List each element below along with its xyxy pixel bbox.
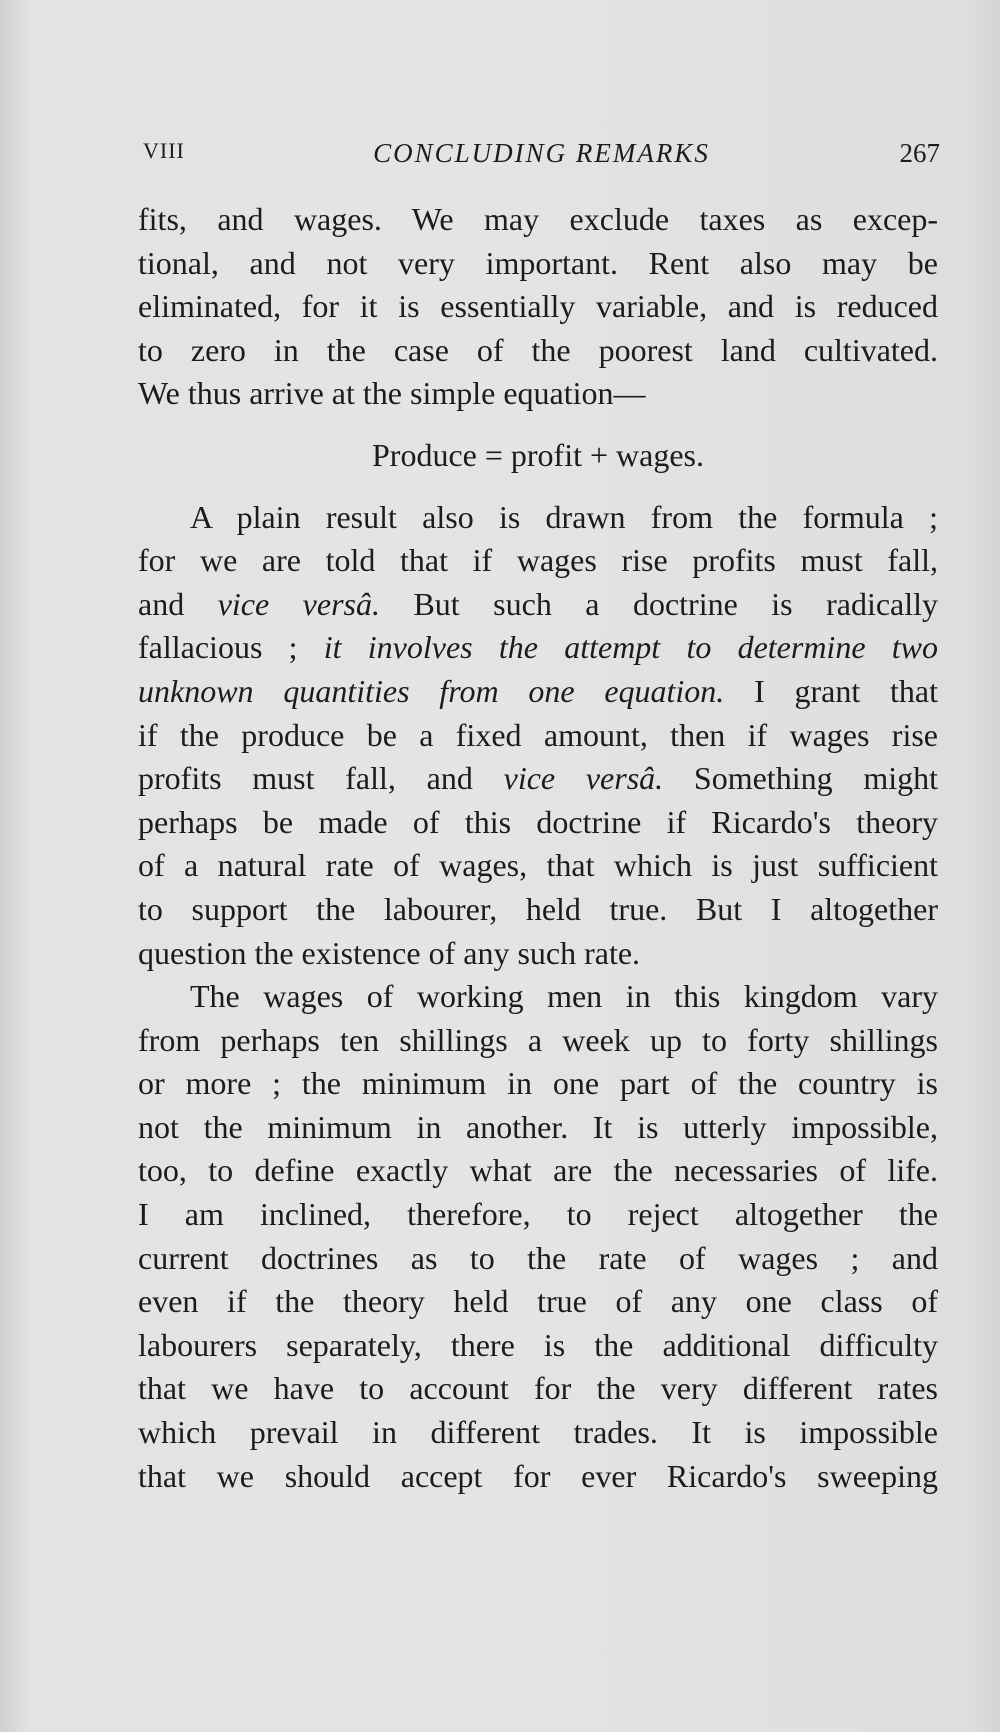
text-line: [138, 757, 938, 801]
italic-phrase: it involves the attempt to determine two: [323, 629, 938, 666]
text-line: We thus arrive at the simple equation—: [138, 375, 646, 412]
running-title: CONCLUDING REMARKS: [373, 138, 710, 168]
body-text: [138, 198, 938, 1498]
text-line: question the existence of any such rate.: [138, 934, 641, 971]
text-line: [138, 583, 938, 627]
italic-phrase: unknown quantities from one equation.: [138, 672, 725, 709]
chapter-number: VIII: [143, 138, 185, 163]
text-line: which prevail in different trades. It is impossible: [138, 1414, 938, 1451]
text-line: too, to define exactly what are the necessaries of life.: [138, 1152, 938, 1189]
text-line: fits, and wages. We may exclude taxes as excep-: [138, 201, 938, 237]
text-line: tional, and not very important. Rent also may be: [138, 244, 938, 281]
text-line: labourers separately, there is the additional difficulty: [138, 1326, 938, 1363]
text-run: But such a doctrine is radically: [379, 585, 939, 622]
text-line: current doctrines as to the rate of wages ; and: [138, 1239, 938, 1276]
text-line: even if the theory held true of any one class of: [138, 1283, 938, 1320]
text-run: profits must fall, and: [138, 760, 504, 797]
equation: Produce = profit + wages.: [371, 436, 704, 473]
text-line: to support the labourer, held true. But I altogether: [138, 890, 938, 927]
text-line: not the minimum in another. It is utterly impossible,: [138, 1108, 938, 1145]
text-run: I grant that: [724, 672, 939, 709]
text-line: eliminated, for it is essentially variable, and is reduced: [138, 288, 938, 325]
text-line: I am inclined, therefore, to reject altogether the: [138, 1196, 938, 1233]
text-line: that we have to account for the very different rates: [138, 1370, 938, 1407]
text-line: for we are told that if wages rise profits must fall,: [138, 542, 938, 579]
running-header: [143, 138, 940, 178]
text-line: if the produce be a fixed amount, then if wages rise: [138, 716, 938, 753]
italic-phrase: vice versâ.: [217, 585, 380, 622]
italic-phrase: vice versâ.: [503, 760, 664, 797]
text-line: or more ; the minimum in one part of the country is: [138, 1065, 938, 1102]
text-run: fallacious ;: [138, 629, 324, 666]
text-line: [138, 670, 938, 714]
text-line: to zero in the case of the poorest land cultivated.: [138, 331, 938, 368]
page-number: 267: [899, 138, 940, 168]
text-line: [138, 626, 938, 670]
text-line: The wages of working men in this kingdom vary: [190, 978, 938, 1015]
text-line: of a natural rate of wages, that which is just sufficient: [138, 847, 938, 884]
text-line: that we should accept for ever Ricardo's sweeping: [138, 1457, 938, 1494]
text-line: A plain result also is drawn from the formula ;: [190, 498, 938, 535]
text-run: Something might: [663, 760, 939, 797]
text-run: and: [138, 585, 218, 622]
text-line: from perhaps ten shillings a week up to forty shillings: [138, 1021, 938, 1058]
text-line: perhaps be made of this doctrine if Ricardo's theory: [138, 803, 938, 840]
